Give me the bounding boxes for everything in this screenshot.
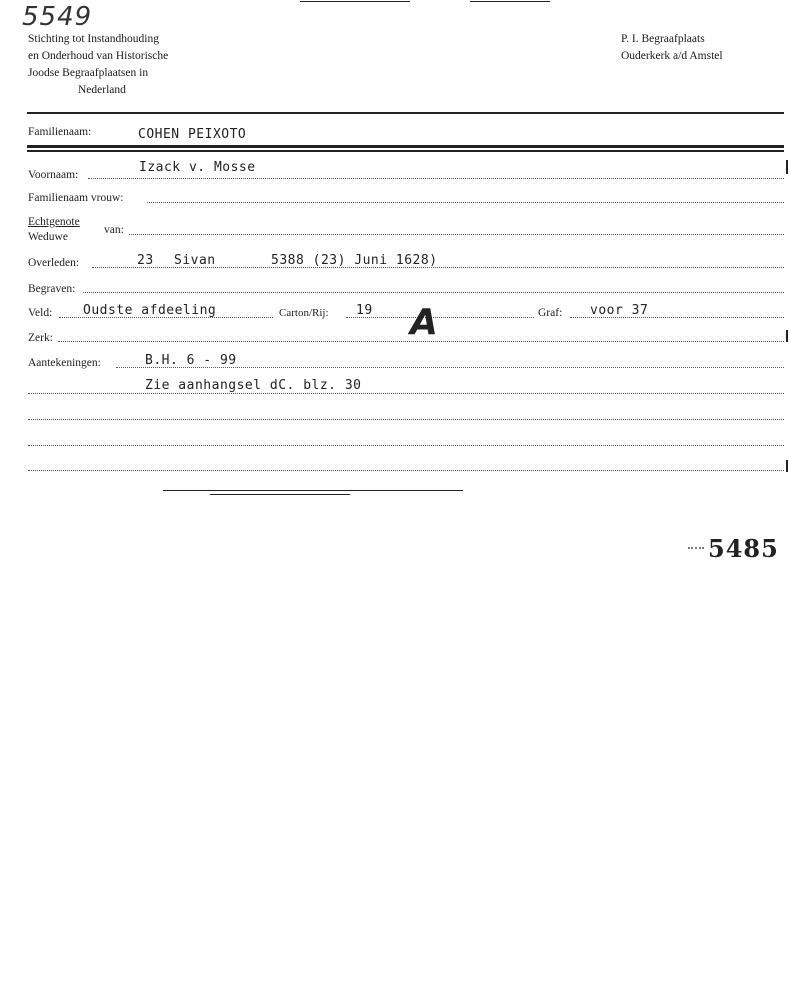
- organization-header: [28, 31, 228, 99]
- carton-rij-label: Carton/Rij:: [279, 307, 329, 319]
- top-rule-fragment: [470, 1, 550, 2]
- voornaam-label: Voornaam:: [28, 169, 79, 181]
- familienaam-vrouw-dotline: [147, 202, 784, 203]
- header-rule: [27, 112, 784, 114]
- notes-dotline-2: [28, 393, 784, 394]
- familienaam-label: Familienaam:: [28, 126, 92, 138]
- graf-value: voor 37: [590, 303, 649, 318]
- weduwe-label: Weduwe: [28, 231, 68, 243]
- edge-mark: [786, 330, 788, 342]
- stamp-number: 5485: [708, 534, 779, 563]
- edge-mark: [786, 460, 788, 472]
- double-rule-top: [27, 145, 784, 148]
- double-rule-bottom: [27, 150, 784, 152]
- echtgenote-label: Echtgenote: [28, 216, 80, 228]
- van-dotline: [129, 234, 784, 235]
- org-line-2: en Onderhoud van Historische: [28, 50, 169, 62]
- edge-mark: [786, 160, 788, 174]
- voornaam-dotline: [88, 178, 784, 179]
- familienaam-vrouw-label: Familienaam vrouw:: [28, 192, 124, 204]
- cemetery-line-1: P. I. Begraafplaats: [621, 33, 705, 45]
- carton-rij-value: 19: [356, 303, 373, 318]
- org-line-4: Nederland: [78, 84, 126, 96]
- voornaam-value: Izack v. Mosse: [139, 160, 256, 175]
- aantekeningen-value-1: B.H. 6 - 99: [145, 353, 237, 368]
- familienaam-value: COHEN PEIXOTO: [138, 127, 247, 142]
- bottom-rule: [163, 490, 463, 491]
- begraven-dotline: [83, 292, 784, 293]
- aantekeningen-value-2: Zie aanhangsel dC. blz. 30: [145, 378, 362, 393]
- aantekeningen-label: Aantekeningen:: [28, 357, 101, 369]
- cemetery-line-2: Ouderkerk a/d Amstel: [621, 50, 723, 62]
- carton-rij-dotline: [346, 317, 534, 318]
- van-label: van:: [104, 224, 124, 236]
- graf-label: Graf:: [538, 307, 563, 319]
- notes-dotline-3: [28, 419, 784, 420]
- archive-number: 5549: [22, 2, 93, 32]
- carton-handwritten-mark: A: [410, 302, 438, 343]
- notes-dotline-4: [28, 445, 784, 446]
- zerk-dotline: [58, 341, 784, 342]
- overleden-day: 23: [137, 253, 154, 268]
- veld-value: Oudste afdeeling: [83, 303, 217, 318]
- org-line-1: Stichting tot Instandhouding: [28, 33, 159, 45]
- overleden-month: Sivan: [174, 253, 216, 268]
- notes-dotline-5: [28, 470, 784, 471]
- cemetery-header: [621, 31, 786, 65]
- top-rule-fragment: [300, 1, 410, 2]
- veld-label: Veld:: [28, 307, 53, 319]
- begraven-label: Begraven:: [28, 283, 76, 295]
- zerk-label: Zerk:: [28, 332, 53, 344]
- bottom-rule-short: [210, 494, 350, 495]
- stamp-prefix-dots: [688, 547, 704, 549]
- overleden-label: Overleden:: [28, 257, 80, 269]
- overleden-year: 5388 (23) Juni 1628): [271, 253, 438, 268]
- org-line-3: Joodse Begraafplaatsen in: [28, 67, 149, 79]
